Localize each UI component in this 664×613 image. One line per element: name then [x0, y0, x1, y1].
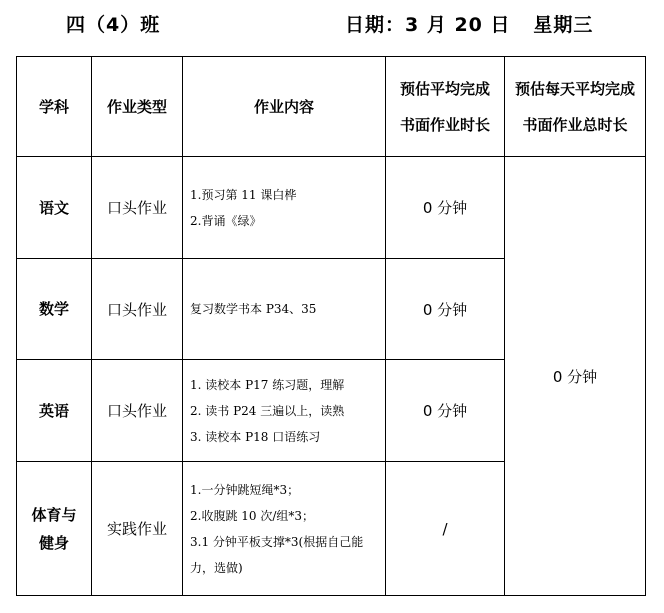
table-header-row [17, 57, 646, 157]
content-item: 1.一分钟跳短绳*3； [190, 482, 300, 497]
daily-total-cell: 0 分钟 [505, 157, 646, 596]
content-item: 3.1 分钟平板支撑*3(根据自己能力，选做) [190, 534, 364, 575]
type-cell: 实践作业 [92, 462, 183, 596]
col-type: 作业类型 [92, 57, 183, 157]
subject-cell: 语文 [17, 157, 92, 259]
type-cell: 口头作业 [92, 259, 183, 360]
content-cell [183, 462, 386, 596]
subject-cell: 数学 [17, 259, 92, 360]
content-item: 复习数学书本 P34、35 [190, 302, 317, 316]
time-cell: 0 分钟 [386, 360, 505, 462]
subject-line2: 健身 [38, 533, 69, 552]
content-item: 1. 读校本 P17 练习题，理解 [190, 377, 345, 392]
table-row [17, 157, 646, 259]
class-name: 四（4）班 [66, 14, 161, 36]
content-item: 2.背诵《绿》 [190, 213, 262, 228]
subject-cell: 英语 [17, 360, 92, 462]
type-cell: 口头作业 [92, 157, 183, 259]
content-item: 1.预习第 11 课白桦 [190, 187, 297, 202]
time-cell: 0 分钟 [386, 259, 505, 360]
content-cell [183, 360, 386, 462]
date-text: 日期：3 月 20 日 [345, 14, 511, 36]
content-item: 3. 读校本 P18 口语练习 [190, 429, 321, 444]
time-cell: 0 分钟 [386, 157, 505, 259]
subject-cell [17, 462, 92, 596]
col-content: 作业内容 [183, 57, 386, 157]
subject-line1: 体育与 [31, 505, 77, 524]
col-daily-total-line1: 预估每天平均完成 [514, 79, 635, 98]
content-item: 2.收腹跳 10 次/组*3； [190, 508, 315, 523]
col-subject: 学科 [17, 57, 92, 157]
homework-table [16, 56, 646, 596]
col-daily-total-line2: 书面作业总时长 [522, 115, 628, 134]
content-cell [183, 259, 386, 360]
type-cell: 口头作业 [92, 360, 183, 462]
date-label [345, 10, 593, 37]
col-avg-time-line1: 预估平均完成 [399, 79, 490, 98]
time-cell: / [386, 462, 505, 596]
col-daily-total [505, 57, 646, 157]
col-avg-time [386, 57, 505, 157]
content-cell [183, 157, 386, 259]
content-item: 2. 读书 P24 三遍以上，读熟 [190, 403, 345, 418]
weekday-text: 星期三 [533, 14, 594, 36]
col-avg-time-line2: 书面作业时长 [399, 115, 490, 134]
